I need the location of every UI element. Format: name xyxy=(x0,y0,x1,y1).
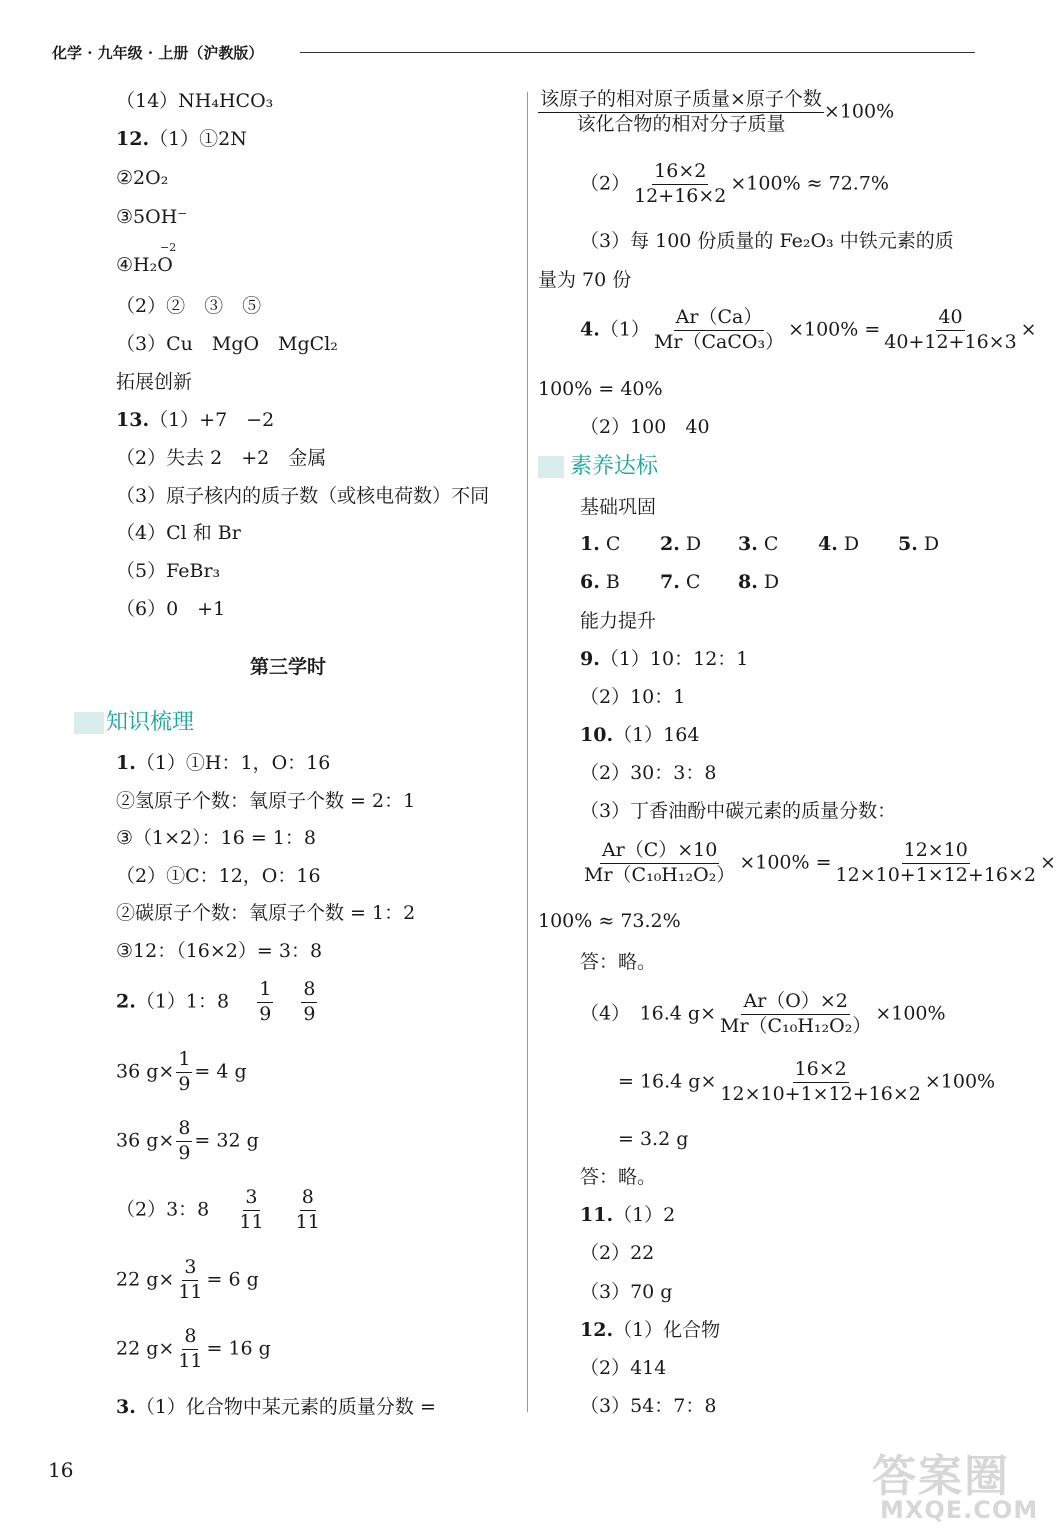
fraction: $\frac{8}{11}$ xyxy=(295,1186,320,1233)
fraction: $\frac{8}{9}$ xyxy=(303,978,316,1025)
subsection-heading: 基础巩固 xyxy=(580,496,657,518)
question-number: 10. xyxy=(580,724,614,746)
answer-line: （3）70 g xyxy=(580,1281,673,1303)
question-1 xyxy=(116,754,330,773)
answer-line: ②氢原子个数：氧原子个数 = 2：1 xyxy=(116,790,416,812)
fraction: $\frac{1}{9}$ xyxy=(178,1048,191,1095)
question-4: 4.（1） $\frac{Ar(Ca)}{\text{Mr（CaCO₃）}}$ ×100% = $\frac{40}{40+12+16\times 3}$ × xyxy=(580,306,1037,353)
question-9: 9.（1）10：12：1 xyxy=(580,648,749,670)
fraction: $\frac{\text{该原子的相对原子质量×原子个数}}{\text{该化合物的相对分子质量}}$ xyxy=(540,88,822,135)
calc-result: 100% ≈ 73.2% xyxy=(538,910,681,932)
calc-line: （2） $\frac{16\times 2}{12+16\times 2}$ ×100% ≈ 72.7% xyxy=(580,160,889,207)
fraction: $\frac{3}{11}$ xyxy=(239,1186,264,1233)
fraction: $\frac{40}{40+12+16\times 3}$ xyxy=(884,306,1017,353)
fraction: $\frac{16\times 2}{12\times 10+1\times 12+16\times 2}$ xyxy=(720,1058,921,1105)
answer-text: ④H₂O xyxy=(116,254,173,276)
question-number: 3. xyxy=(116,1396,136,1418)
answer-line: （2）100 40 xyxy=(580,416,710,438)
question-number: 9. xyxy=(580,648,600,670)
answer-line: （6）0 +1 xyxy=(116,598,226,620)
answer-line: （2）失去 2 +2 金属 xyxy=(116,447,327,469)
running-header: 化学 · 九年级 · 上册（沪教版） xyxy=(52,44,264,62)
answer-text: （1）①H：1，O：16 xyxy=(135,752,331,774)
answer-line: ②2O₂ xyxy=(116,167,169,189)
calc-line: = 16.4 g× $\frac{16\times 2}{12\times 10+1\times 12+16\times 2}$ ×100% xyxy=(618,1058,996,1105)
fraction: $\frac{12\times 10}{12\times 10+1\times 12+16\times 2}$ xyxy=(835,839,1036,886)
answer-line: （3）每 100 份质量的 Fe₂O₃ 中铁元素的质 xyxy=(580,230,954,252)
answer-line: （2）①C：12，O：16 xyxy=(116,865,321,887)
subsection-heading: 拓展创新 xyxy=(116,371,193,393)
answer-line: （2）414 xyxy=(580,1357,667,1379)
calc-line: 36 g× $\frac{8}{9}$ = 32 g xyxy=(116,1117,259,1164)
answer-line: ③5OH⁻ xyxy=(116,206,188,228)
answer-line: （2）10：1 xyxy=(580,686,686,708)
answer-text: （1）①2N xyxy=(149,128,247,150)
answer-line: ②碳原子个数：氧原子个数 = 1：2 xyxy=(116,902,416,924)
section-heading-literacy: 素养达标 xyxy=(570,454,659,479)
fraction: $\frac{8}{9}$ xyxy=(178,1117,191,1164)
column-divider xyxy=(527,92,528,1412)
question-number: 2. xyxy=(116,990,136,1013)
answer-line: 量为 70 份 xyxy=(538,269,632,291)
page-number: 16 xyxy=(48,1458,74,1482)
answer-text: （1）1：8 xyxy=(135,990,230,1013)
calc-line: 22 g× $\frac{8}{11}$ = 16 g xyxy=(116,1325,271,1372)
calc-line: 22 g× $\frac{3}{11}$ = 6 g xyxy=(116,1256,259,1303)
section-marker xyxy=(538,456,564,478)
question-number: 12. xyxy=(580,1319,614,1341)
valence-mark: −2 xyxy=(160,241,177,254)
answer-line: （2）22 xyxy=(580,1242,655,1264)
fraction: $\frac{8}{11}$ xyxy=(178,1325,203,1372)
calc-line: （4） 16.4 g× $\frac{Ar(O)\times 2}{\text{Mr（C₁₀H₁₂O₂）}}$ ×100% xyxy=(580,990,946,1037)
calc-line: 36 g× $\frac{1}{9}$ = 4 g xyxy=(116,1048,247,1095)
answer-line: （3）原子核内的质子数（或核电荷数）不同 xyxy=(116,485,490,507)
calc-result: 100% = 40% xyxy=(538,378,663,400)
answer-line: （3）丁香油酚中碳元素的质量分数： xyxy=(580,800,897,822)
watermark-logo: 答案圈 MXQE.COM xyxy=(872,1451,1039,1524)
question-3 xyxy=(116,1398,436,1417)
answer-line: 答：略。 xyxy=(580,951,657,973)
answer-line: （3）54：7：8 xyxy=(580,1395,717,1417)
subsection-heading: 能力提升 xyxy=(580,610,657,632)
question-12-right: 12.（1）化合物 xyxy=(580,1319,721,1341)
calc-line: $\frac{Ar(C)\times 10}{\text{Mr（C₁₀H₁₂O₂）}}$ ×100% = $\frac{12\times 10}{12\times 10+1\times 12+16\times 2}$ × xyxy=(584,839,1056,886)
answer-text: （1）+7 −2 xyxy=(149,409,275,431)
answer-line: （2）3：8 $\frac{3}{11}$ $\frac{8}{11}$ xyxy=(116,1186,320,1233)
question-number: 1. xyxy=(116,752,136,774)
answer-line: ③（1×2）：16 = 1：8 xyxy=(116,827,316,849)
fraction: $\frac{3}{11}$ xyxy=(178,1256,203,1303)
question-13 xyxy=(116,411,274,430)
fraction: $\frac{16\times 2}{12+16\times 2}$ xyxy=(634,160,727,207)
page: 化学 · 九年级 · 上册（沪教版） （14）NH₄HCO₃ 12.（1）①2N ②2O₂ ③5OH⁻ ④H₂O −2 （2）② ③ ⑤ （3）Cu MgO MgCl₂ 拓展创新 13.（1）+7 −2 （2）失去 2 +2 金属 （3）原子核内的质子数（或核电荷数）不同 （4）Cl 和 Br （5）FeBr₃ （6）0 +1 第三学时 知识梳理 1.（1）①H：1，O：16 ②氢原子个数：氧原子个数 = 2：1 ③（1×2）：16 = 1：8 （2）①C：12，O：16 ②碳原子个数：氧原子个数 = 1：2 ③12：（16×2）= 3：8 2.（1）1：8 $\frac{1}{9}$ $\frac{8}{9}$ 36 g× $\frac{1}{9}$ = 4 g 36 g× $\frac{8}{9}$ = 32 g （2）3：8 $\frac{3}{11}$ $\frac{8}{11}$ 22 g× $\frac{3}{11}$ = 6 g 22 g× $\frac{8}{11}$ = 16 g 3.（1）化合物中某元素的质量分数 = $\frac{\text{该原子的相对原子质量×原子个数}}{\text{该化合物的相对分子质量}}$ ×100% （2） $\frac{16\times 2}{12+16\times 2}$ ×100% ≈ 72.7% （3）每 100 份质量的 Fe₂O₃ 中铁元素的质 量为 70 份 4.（1） $\frac{Ar(Ca)}{\text{Mr（CaCO₃）}}$ ×100% = $\frac{40}{40+12+16\times 3}$ × 100% = 40% （2）100 40 素养达标 基础巩固 1. C 2. D 3. C 4. D 5. D 6. B 7. C 8. D 能力提升 9.（1）10：12：1 （2）10：1 10.（1）164 （2）30：3：8 （3）丁香油酚中碳元素的质量分数： $\frac{Ar(C)\times 10}{\text{Mr（C₁₀H₁₂O₂）}}$ ×100% = $\frac{12\times 10}{12\times 10+1\times 12+16\times 2}$ × 100% ≈ 73.2% 答：略。 （4） 16.4 g× $\frac{Ar(O)\times 2}{\text{Mr（C₁₀H₁₂O₂）}}$ ×100% = 16.4 g× $\frac{16\times 2}{12\times 10+1\times 12+16\times 2}$ ×100% = 3.2 g 答：略。 11.（1）2 （2）22 （3）70 g 12.（1）化合物 （2）414 （3）54：7：8 16 答案圈 MXQE.COM xyxy=(0,0,1051,1536)
answer-line: （14）NH₄HCO₃ xyxy=(116,90,274,112)
question-2 xyxy=(116,980,319,1025)
section-title: 第三学时 xyxy=(250,656,327,678)
question-number: 12. xyxy=(116,128,150,150)
answer-line-water-valence xyxy=(116,241,177,276)
fraction: $\frac{Ar(O)\times 2}{\text{Mr（C₁₀H₁₂O₂）}}$ xyxy=(720,990,872,1037)
answer-text: （1）化合物中某元素的质量分数 = xyxy=(135,1396,436,1418)
section-heading-knowledge: 知识梳理 xyxy=(106,710,195,735)
question-number: 13. xyxy=(116,409,150,431)
header-rule xyxy=(300,52,975,53)
answer-line: ③12：（16×2）= 3：8 xyxy=(116,940,323,962)
fraction: $\frac{1}{9}$ xyxy=(259,978,272,1025)
answer-line: 答：略。 xyxy=(580,1166,657,1188)
formula-mass-fraction: $\frac{\text{该原子的相对原子质量×原子个数}}{\text{该化合物的相对分子质量}}$ ×100% xyxy=(540,88,895,135)
answer-line: （2）30：3：8 xyxy=(580,762,717,784)
question-10: 10.（1）164 xyxy=(580,724,700,746)
fraction: $\frac{Ar(Ca)}{\text{Mr（CaCO₃）}}$ xyxy=(653,306,785,353)
answer-line: （5）FeBr₃ xyxy=(116,560,221,582)
answer-line: （3）Cu MgO MgCl₂ xyxy=(116,333,338,355)
question-number: 11. xyxy=(580,1204,614,1226)
question-11: 11.（1）2 xyxy=(580,1204,676,1226)
answer-line: （2）② ③ ⑤ xyxy=(116,295,262,317)
fraction: $\frac{Ar(C)\times 10}{\text{Mr（C₁₀H₁₂O₂）}}$ xyxy=(584,839,736,886)
question-number: 4. xyxy=(580,318,600,341)
answer-line: （4）Cl 和 Br xyxy=(116,522,241,544)
calc-result: = 3.2 g xyxy=(618,1128,689,1150)
section-marker xyxy=(74,712,104,734)
question-12 xyxy=(116,130,247,149)
